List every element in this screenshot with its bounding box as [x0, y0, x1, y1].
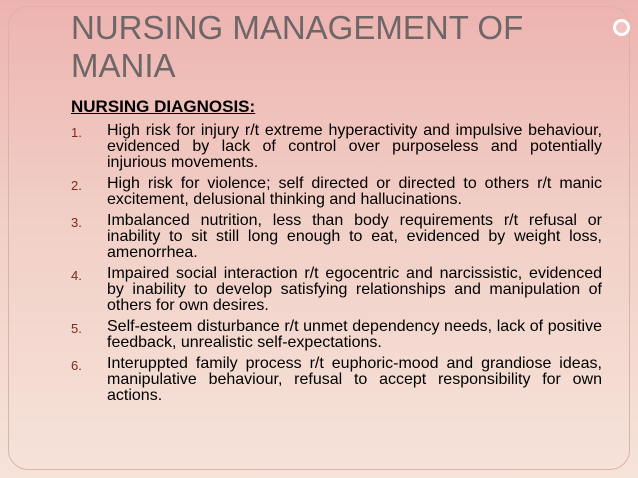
diagnosis-text: High risk for violence; self directed or directed to others r/t manic excitement, delusional thinking and hallucinations. [107, 175, 602, 208]
diagnosis-text: Interuppted family process r/t euphoric-mood and grandiose ideas, manipulative behaviour, refusal to accept responsibility for own actions. [107, 355, 602, 404]
diagnosis-list [71, 123, 602, 409]
decorative-circle-icon [613, 19, 630, 36]
section-heading: NURSING DIAGNOSIS: [71, 97, 256, 116]
diagnosis-number: 1. [71, 125, 82, 140]
diagnosis-text: Self-esteem disturbance r/t unmet dependency needs, lack of positive feedback, unrealistic self-expectations. [107, 318, 602, 351]
diagnosis-text: High risk for injury r/t extreme hyperactivity and impulsive behaviour, evidenced by lack of control over purposeless and potentially injurious movements. [107, 122, 602, 171]
diagnosis-item-1 [71, 123, 602, 171]
diagnosis-item-5 [71, 319, 602, 351]
diagnosis-number: 6. [71, 358, 82, 373]
slide-title: NURSING MANAGEMENT OF MANIA [71, 9, 524, 84]
diagnosis-number: 4. [71, 268, 82, 283]
diagnosis-item-4 [71, 266, 602, 314]
diagnosis-number: 2. [71, 178, 82, 193]
diagnosis-item-2 [71, 176, 602, 208]
diagnosis-item-6 [71, 356, 602, 404]
diagnosis-text: Imbalanced nutrition, less than body requirements r/t refusal or inability to sit still long enough to eat, evidenced by weight loss, amenorrhea. [107, 212, 602, 261]
diagnosis-number: 5. [71, 321, 82, 336]
diagnosis-item-3 [71, 213, 602, 261]
diagnosis-number: 3. [71, 215, 82, 230]
diagnosis-text: Impaired social interaction r/t egocentric and narcissistic, evidenced by inability to develop satisfying relationships and manipulation of others for own desires. [107, 265, 602, 314]
